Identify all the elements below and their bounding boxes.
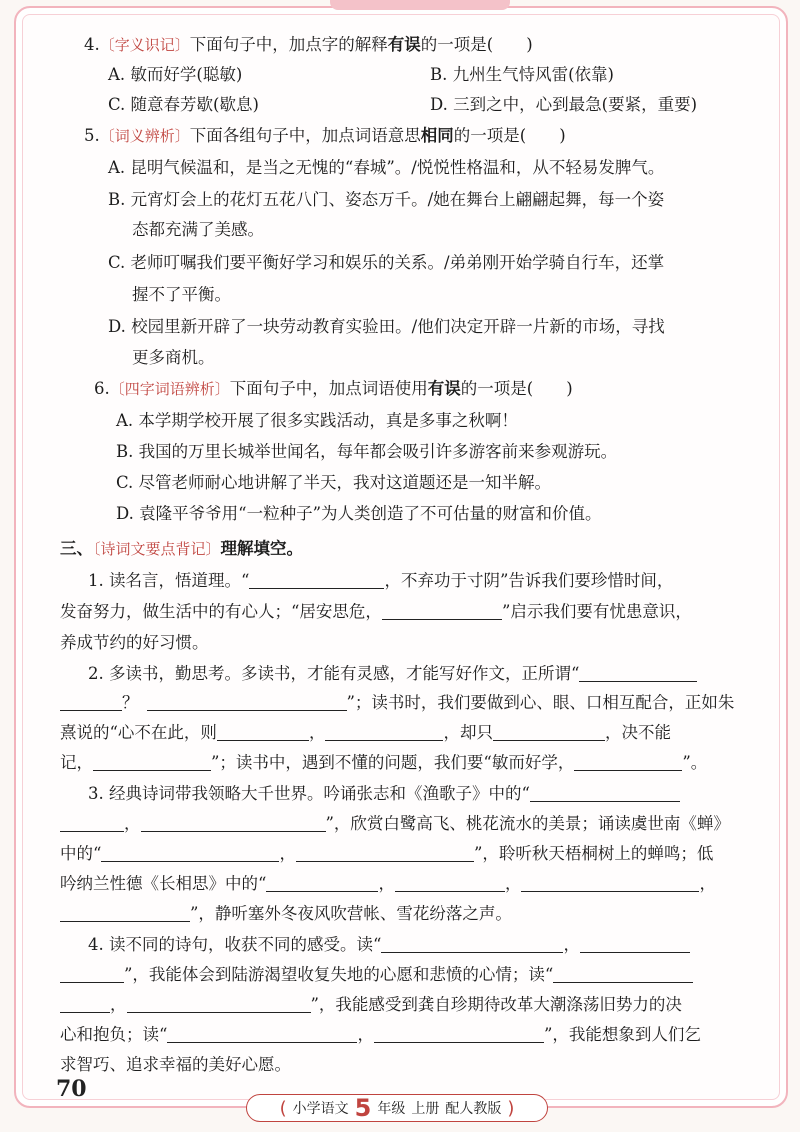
fill-blank[interactable] [382, 601, 502, 620]
fill-blank[interactable] [60, 692, 122, 711]
fill-blank[interactable] [147, 692, 347, 711]
question-number: 6. [94, 379, 110, 398]
text: ，却只 [443, 723, 493, 742]
stem-text: 的一项是( ) [460, 379, 573, 398]
stem-text: 下面句子中，加点字的解释 [189, 35, 388, 54]
text: 4. 读不同的诗句，收获不同的感受。读“ [88, 935, 382, 954]
footer-grade-number: 5 [354, 1094, 372, 1122]
section-3-heading [60, 538, 303, 560]
footer-book-info [246, 1094, 548, 1122]
text: ”，聆听秋天梧桐树上的蝉鸣；低 [473, 844, 714, 863]
text: ”，我能感受到龚自珍期待改革大潮涤荡旧势力的决 [310, 995, 682, 1014]
fill-4-line-4 [60, 1024, 701, 1046]
q5-option-d-cont: 更多商机。 [132, 348, 215, 367]
stem-text: 的一项是( ) [420, 35, 533, 54]
fill-3-line-4 [60, 873, 716, 895]
fill-blank[interactable] [167, 1024, 357, 1043]
text: ， [110, 995, 127, 1014]
fill-3-line-1 [88, 783, 680, 805]
text: 记， [60, 753, 93, 772]
stem-text: 的一项是( ) [453, 126, 566, 145]
footer-right-bracket-icon: ) [507, 1097, 515, 1119]
text: ，不弃功于寸阴”告诉我们要珍惜时间， [384, 571, 674, 590]
text: 1. 读名言，悟道理。“ [88, 571, 250, 590]
text: ， [279, 844, 296, 863]
fill-blank[interactable] [530, 783, 680, 802]
section-title: 理解填空。 [220, 539, 304, 558]
q4-option-b[interactable]: B. 九州生气恃风雷(依靠) [430, 65, 614, 84]
text: ”；读书中，遇到不懂的问题，我们要“敏而好学， [211, 753, 575, 772]
question-tag: 〔词义辨析〕 [99, 127, 190, 145]
q6-option-b[interactable]: B. 我国的万里长城举世闻名，每年都会吸引许多游客前来参观游玩。 [116, 442, 618, 461]
q4-option-a[interactable]: A. 敏而好学(聪敏) [108, 65, 243, 84]
fill-4-line-2 [60, 964, 693, 986]
fill-2-line-4 [60, 752, 707, 774]
text: ”。 [682, 753, 708, 772]
text: 心和抱负；读“ [60, 1025, 168, 1044]
text: ， [308, 723, 326, 742]
text: ”，我能体会到陆游渴望收复失地的心愿和悲愤的心情；读“ [124, 965, 554, 984]
fill-blank[interactable] [493, 722, 605, 741]
fill-blank[interactable] [296, 843, 474, 862]
fill-2-line-3 [60, 722, 671, 744]
text: ，决不能 [604, 723, 671, 742]
stem-emphasis: 相同 [420, 126, 454, 145]
section-number: 三、 [60, 539, 93, 558]
q6-option-d[interactable]: D. 袁隆平爷爷用“一粒种子”为人类创造了不可估量的财富和价值。 [116, 504, 602, 523]
q5-option-b[interactable]: B. 元宵灯会上的花灯五花八门、姿态万千。/她在舞台上翩翩起舞，每一个姿 [108, 190, 665, 209]
fill-blank[interactable] [60, 903, 190, 922]
q6-option-a[interactable]: A. 本学期学校开展了很多实践活动，真是多事之秋啊！ [116, 411, 518, 430]
question-5-stem [84, 125, 566, 147]
fill-blank[interactable] [574, 752, 682, 771]
section-tag: 〔诗词文要点背记〕 [93, 540, 221, 558]
fill-1-line-3: 养成节约的好习惯。 [60, 633, 209, 652]
stem-text: 下面各组句子中，加点词语意思 [189, 126, 421, 145]
question-4-stem [84, 34, 533, 56]
footer-left-bracket-icon: ( [279, 1097, 287, 1119]
fill-blank[interactable] [127, 994, 311, 1013]
q5-option-d[interactable]: D. 校园里新开辟了一块劳动教育实验田。/他们决定开辟一片新的市场，寻找 [108, 317, 665, 336]
text: ， [504, 874, 522, 893]
text: 熹说的“心不在此，则 [60, 723, 217, 742]
question-6-stem [94, 378, 573, 400]
fill-blank[interactable] [93, 752, 211, 771]
footer-edition: 配人教版 [445, 1101, 502, 1117]
footer-volume: 上册 [411, 1101, 440, 1117]
q5-option-a[interactable]: A. 昆明气候温和，是当之无愧的“春城”。/悦悦性格温和，从不轻易发脾气。 [108, 158, 665, 177]
fill-4-line-1 [88, 934, 690, 956]
fill-blank[interactable] [553, 964, 693, 983]
fill-2-line-1 [88, 663, 697, 685]
fill-1-line-2 [60, 601, 692, 623]
footer-grade-label: 年级 [377, 1101, 406, 1117]
text: 3. 经典诗词带我领略大千世界。吟诵张志和《渔歌子》中的“ [88, 784, 530, 803]
fill-blank[interactable] [381, 934, 563, 953]
text: 发奋努力，做生活中的有心人；“居安思危， [60, 602, 382, 621]
fill-blank[interactable] [60, 964, 124, 983]
fill-blank[interactable] [325, 722, 443, 741]
fill-3-line-5 [60, 903, 512, 925]
page-number: 70 [56, 1076, 87, 1102]
fill-blank[interactable] [101, 843, 279, 862]
text: ， [699, 874, 716, 893]
fill-3-line-3 [60, 843, 713, 865]
q4-option-c[interactable]: C. 随意春芳歇(歇息) [108, 95, 259, 114]
stem-text: 下面句子中，加点词语使用 [229, 379, 428, 398]
footer-subject: 小学语文 [292, 1101, 349, 1117]
fill-blank[interactable] [217, 722, 309, 741]
fill-4-line-5: 求智巧、追求幸福的美好心愿。 [60, 1055, 291, 1074]
q6-option-c[interactable]: C. 尽管老师耐心地讲解了半天，我对这道题还是一知半解。 [116, 473, 552, 492]
fill-blank[interactable] [141, 813, 326, 832]
q4-option-d[interactable]: D. 三到之中，心到最急(要紧，重要) [430, 95, 698, 114]
text: ”；读书时，我们要做到心、眼、口相互配合，正如朱 [346, 693, 735, 712]
text: ， [563, 935, 580, 954]
fill-blank[interactable] [521, 873, 699, 892]
fill-3-line-2 [60, 813, 730, 835]
question-tag: 〔字义识记〕 [99, 36, 190, 54]
text: ， [378, 874, 395, 893]
q5-option-c-cont: 握不了平衡。 [132, 285, 231, 304]
text: 中的“ [60, 844, 102, 863]
q5-option-b-cont: 态都充满了美感。 [132, 220, 264, 239]
question-tag: 〔四字词语辨析〕 [109, 380, 230, 398]
q5-option-c[interactable]: C. 老师叮嘱我们要平衡好学习和娱乐的关系。/弟弟刚开始学骑自行车，还掌 [108, 253, 665, 272]
text: ”，欣赏白鹭高飞、桃花流水的美景；诵读虞世南《蝉》 [325, 814, 730, 833]
fill-4-line-3 [60, 994, 682, 1016]
text: 吟纳兰性德《长相思》中的“ [60, 874, 267, 893]
fill-blank[interactable] [60, 994, 110, 1013]
text: ？ [122, 693, 139, 712]
fill-1-line-1 [88, 570, 673, 592]
text: ”，静听塞外冬夜风吹营帐、雪花纷落之声。 [190, 904, 512, 923]
text: ， [124, 814, 141, 833]
question-number: 5. [84, 126, 100, 145]
fill-blank[interactable] [580, 934, 690, 953]
question-number: 4. [84, 35, 100, 54]
text: 2. 多读书，勤思考。多读书，才能有灵感，才能写好作文，正所谓“ [88, 664, 580, 683]
fill-2-line-2 [60, 692, 734, 714]
fill-blank[interactable] [374, 1024, 544, 1043]
fill-blank[interactable] [395, 873, 505, 892]
fill-blank[interactable] [60, 813, 124, 832]
stem-emphasis: 有误 [427, 379, 461, 398]
stem-emphasis: 有误 [387, 35, 421, 54]
fill-blank[interactable] [266, 873, 378, 892]
fill-blank[interactable] [579, 663, 697, 682]
text: ， [357, 1025, 374, 1044]
text: ”启示我们要有忧患意识， [501, 602, 692, 621]
fill-blank[interactable] [249, 570, 384, 589]
text: ”，我能想象到人们乞 [543, 1025, 701, 1044]
